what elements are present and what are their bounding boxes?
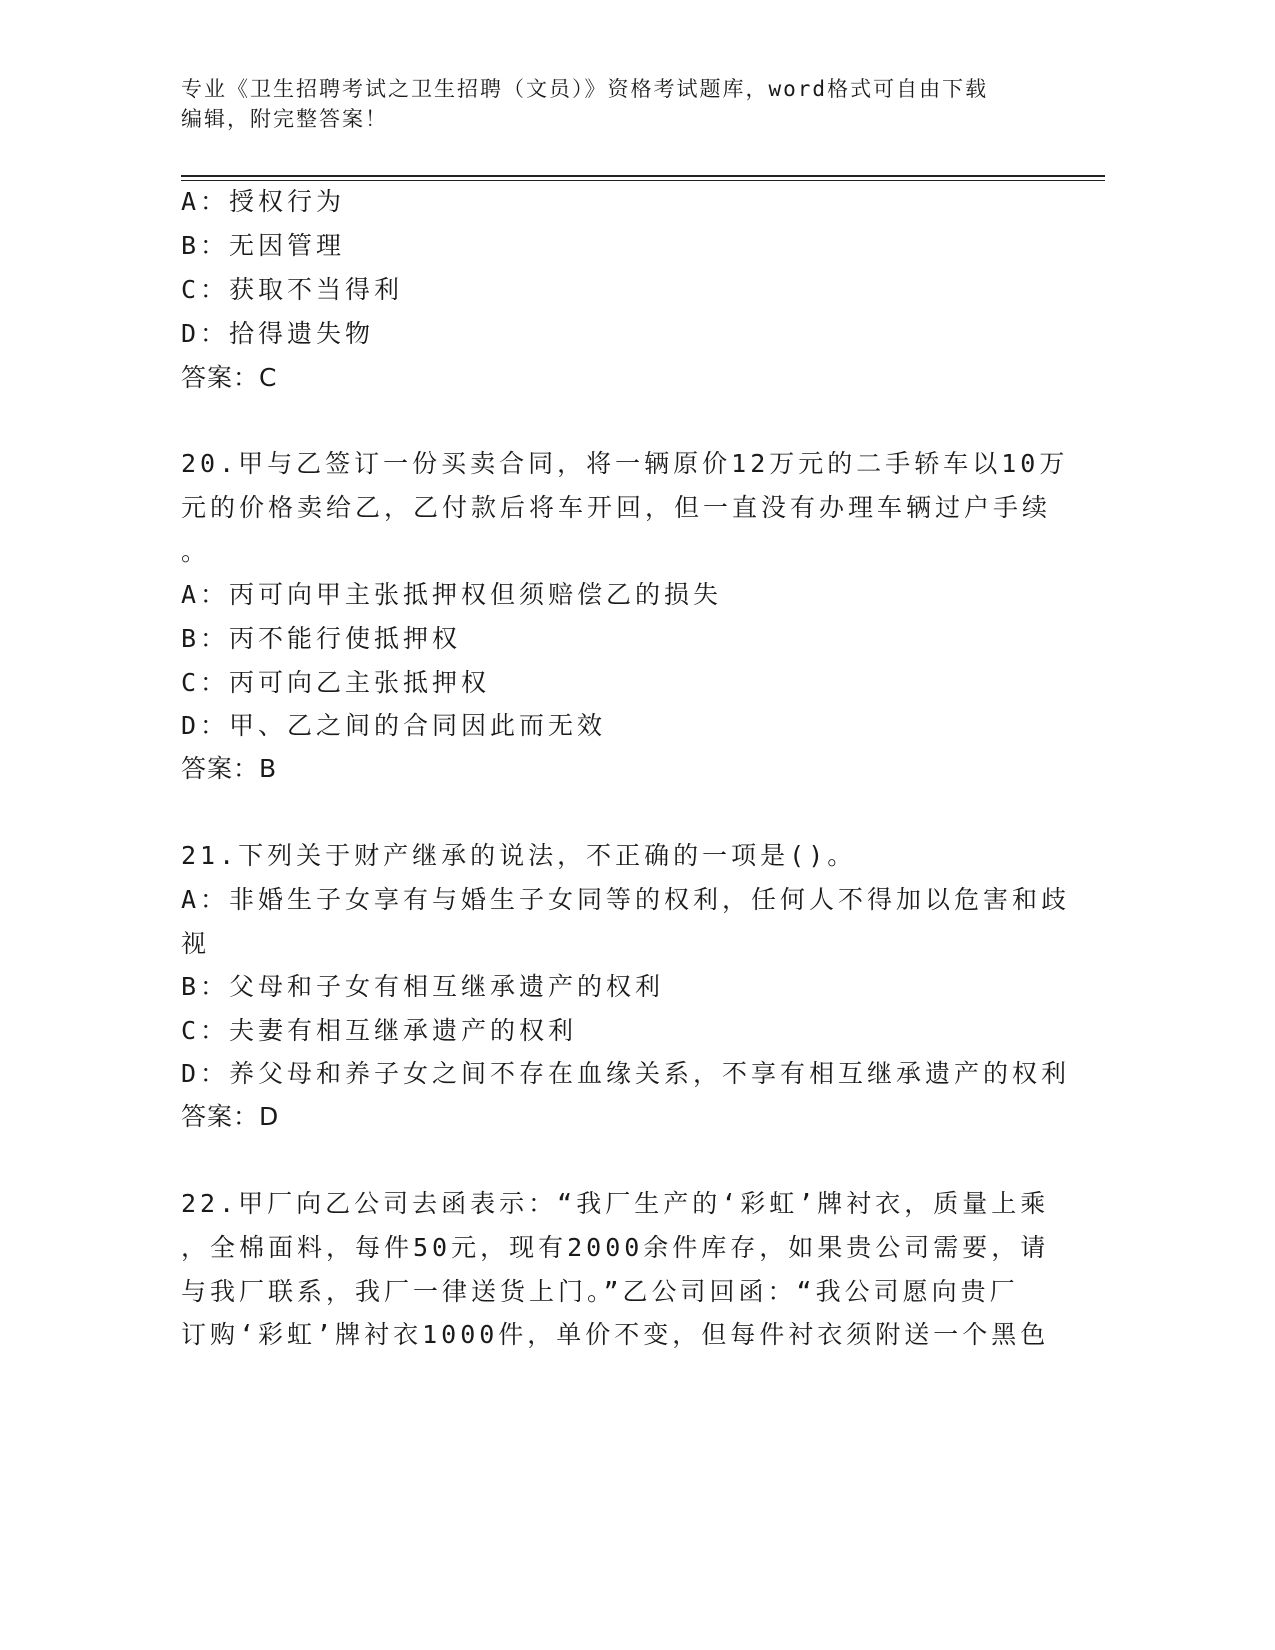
q22-stem-line-3: 与我厂联系，我厂一律送货上门。”乙公司回函：“我公司愿向贵厂 [181, 1277, 1019, 1306]
q21-option-a-continued: 视 [181, 929, 211, 958]
q21-option-a: A：非婚生子女享有与婚生子女同等的权利，任何人不得加以危害和歧 [181, 885, 1071, 914]
q20-stem-line-2: 元的价格卖给乙，乙付款后将车开回，但一直没有办理车辆过户手续 [181, 493, 1052, 522]
q21-option-b: B：父母和子女有相互继承遗产的权利 [181, 972, 665, 1001]
q19-answer: 答案：C [181, 363, 278, 392]
q20-option-a: A：丙可向甲主张抵押权但须赔偿乙的损失 [181, 580, 723, 609]
q20-option-c: C：丙可向乙主张抵押权 [181, 668, 491, 697]
q21-stem-line-1: 21.下列关于财产继承的说法，不正确的一项是()。 [181, 841, 857, 870]
header-divider [181, 175, 1105, 177]
q21-option-d: D：养父母和养子女之间不存在血缘关系，不享有相互继承遗产的权利 [181, 1059, 1071, 1088]
q19-option-a: A：授权行为 [181, 187, 346, 216]
q20-option-b: B：丙不能行使抵押权 [181, 624, 462, 653]
q19-option-b: B：无因管理 [181, 231, 346, 260]
q22-stem-line-4: 订购‘彩虹’牌衬衣1000件，单价不变，但每件衬衣须附送一个黑色 [181, 1320, 1050, 1349]
header-line-1: 专业《卫生招聘考试之卫生招聘（文员）》资格考试题库，word格式可自由下载 [181, 77, 989, 101]
header-line-2: 编辑，附完整答案！ [181, 107, 388, 131]
q20-stem-line-1: 20.甲与乙签订一份买卖合同，将一辆原价12万元的二手轿车以10万 [181, 449, 1069, 478]
q21-option-c: C：夫妻有相互继承遗产的权利 [181, 1016, 578, 1045]
q22-stem-line-1: 22.甲厂向乙公司去函表示：“我厂生产的‘彩虹’牌衬衣，质量上乘 [181, 1189, 1050, 1218]
q19-option-d: D：拾得遗失物 [181, 319, 375, 348]
q20-option-d: D：甲、乙之间的合同因此而无效 [181, 711, 607, 740]
q19-option-c: C：获取不当得利 [181, 275, 404, 304]
header-divider-thin [181, 180, 1105, 181]
q22-stem-line-2: ，全棉面料，每件50元，现有2000余件库存，如果贵公司需要，请 [181, 1233, 1050, 1262]
page-header [181, 74, 1061, 134]
q20-answer: 答案：B [181, 754, 278, 783]
q21-answer: 答案：D [181, 1102, 280, 1131]
q20-stem-line-3: 。 [181, 537, 211, 566]
